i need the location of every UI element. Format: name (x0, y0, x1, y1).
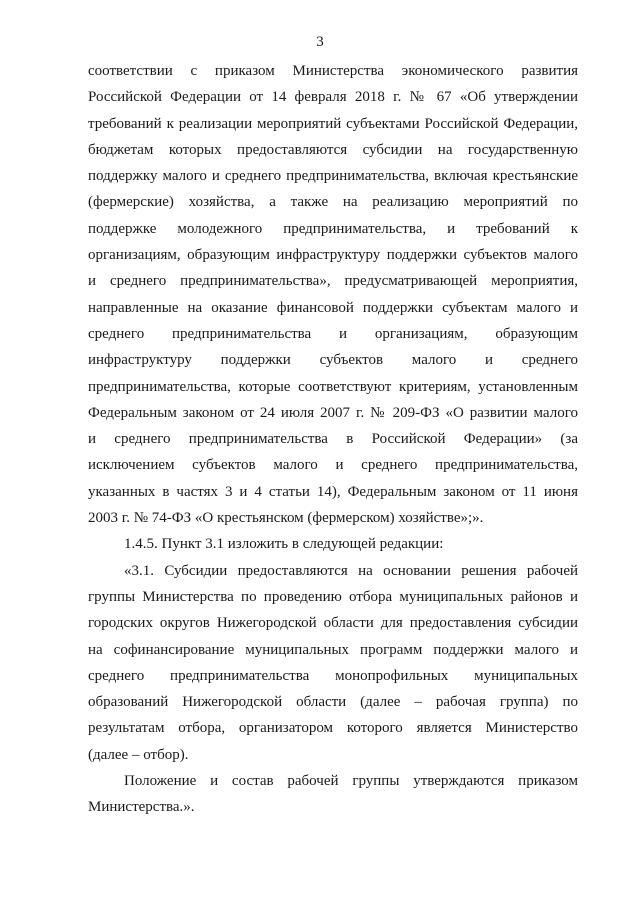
text-line: (фермерские) хозяйства, а также на реализацию мероприятий по (88, 194, 578, 211)
text-line: (далее – отбор). (88, 746, 189, 763)
text-line: Федеральным законом от 24 июля 2007 г. № 209-ФЗ «О развитии малого (88, 404, 578, 421)
text-line: поддержке молодежного предпринимательства, и требований к (88, 220, 578, 237)
text-line: соответствии с приказом Министерства экономического развития (88, 63, 578, 79)
text-line: Министерства.». (88, 799, 195, 816)
text-line: 2003 г. № 74-ФЗ «О крестьянском (фермерском) хозяйстве»;». (88, 510, 484, 527)
text-line: исключением субъектов малого и среднего предпринимательства, (88, 457, 578, 474)
text-line: Российской Федерации от 14 февраля 2018 г. № 67 «Об утверждении (88, 89, 578, 106)
text-line: Положение и состав рабочей группы утверждаются приказом (124, 773, 578, 790)
text-line: результатам отбора, организатором которого является Министерство (88, 720, 578, 737)
text-line: образований Нижегородской области (далее – рабочая группа) по (88, 694, 578, 711)
text-line: группы Министерства по проведению отбора муниципальных районов и (88, 588, 578, 605)
text-line: 1.4.5. Пункт 3.1 изложить в следующей редакции: (124, 536, 444, 553)
text-line: инфраструктуру поддержки субъектов малого и среднего (88, 352, 578, 369)
text-line: и среднего предпринимательства в Российской Федерации» (за (88, 431, 578, 448)
text-line: «3.1. Субсидии предоставляются на основании решения рабочей (124, 562, 578, 579)
text-line: указанных в частях 3 и 4 статьи 14), Федеральным законом от 11 июня (88, 483, 578, 500)
document-body (88, 58, 578, 821)
text-line: и среднего предпринимательства», предусматривающей мероприятия, (88, 273, 578, 290)
text-line: бюджетам которых предоставляются субсидии на государственную (88, 141, 578, 158)
text-line: предпринимательства, которые соответствуют критериям, установленным (88, 378, 578, 395)
text-line: требований к реализации мероприятий субъектами Российской Федерации, (88, 115, 578, 132)
text-line: среднего предпринимательства и организациям, образующим (88, 325, 578, 342)
text-line: среднего предпринимательства монопрофильных муниципальных (88, 667, 578, 684)
text-line: на софинансирование муниципальных программ поддержки малого и (88, 641, 578, 658)
text-line: организациям, образующим инфраструктуру поддержки субъектов малого (88, 247, 578, 264)
text-line: поддержку малого и среднего предпринимательства, включая крестьянские (88, 168, 578, 185)
text-line: направленные на оказание финансовой поддержки субъектам малого и (88, 299, 578, 316)
page-number: 3 (316, 34, 324, 50)
text-line: городских округов Нижегородской области для предоставления субсидии (88, 615, 578, 632)
